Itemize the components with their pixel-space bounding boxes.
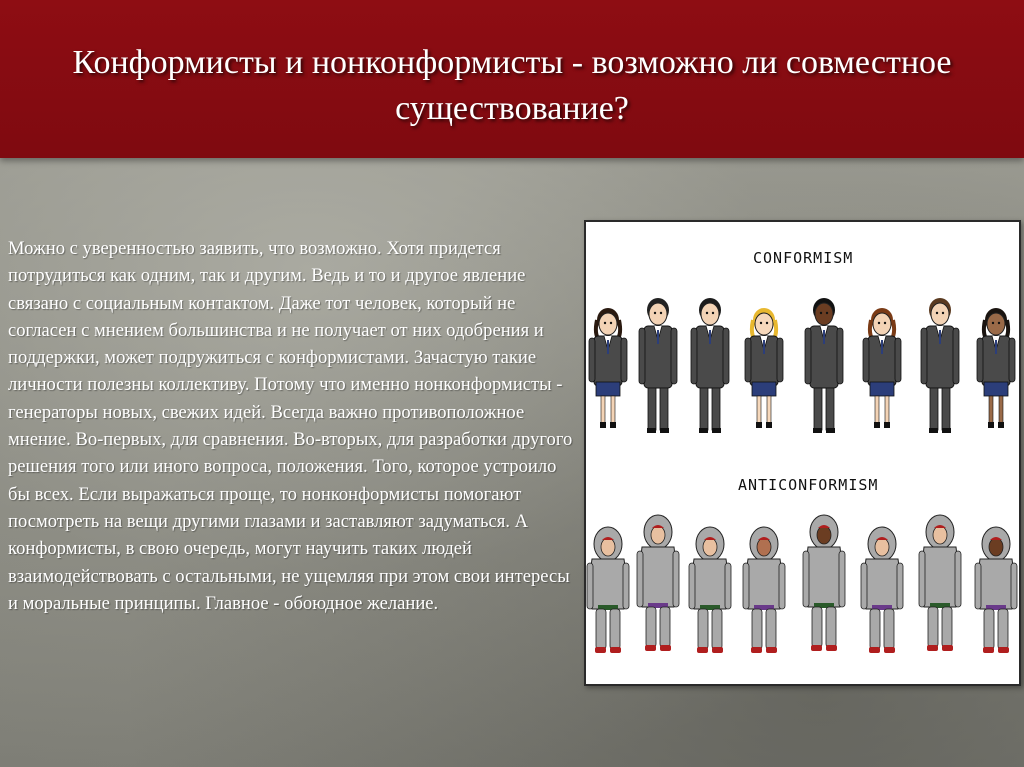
cartoon-illustration [584,220,1021,686]
cartoon-drawing [586,222,1019,684]
slide-body-text: Можно с уверенностью заявить, что возможно. Хотя придется потрудиться как одним, так и другим. Ведь и то и другое явление связано с социальным контактом. Даже тот человек, который не согласен с мнением большинства и не получает от них одобрения и поддержки, может подружиться с конформистами. Зачастую такие личности полезны коллективу. Потому что именно нонконформисты - генераторы новых, свежих идей. Всегда важно противоположное мнение. Во-первых, для сравнения. Во-вторых, для разработки другого решения того или иного вопроса, положения. Того, которое устроило бы всех. Если выражаться проще, то нонконформисты помогают посмотреть на вещи другими глазами и заставляют задуматься. А конформисты, в свою очередь, могут научить таких людей взаимодействовать с остальными, не ущемляя при этом свои интересы и моральные принципы. Главное - обоюдное желание. [8,238,573,614]
title-band [0,0,1024,158]
conformist-figure [805,298,843,433]
conformist-figure [977,308,1015,428]
conformist-figure [921,298,959,433]
anticonformist-figure [975,527,1017,653]
conformist-figure [863,308,901,428]
caption-conformism: CONFORMISM [753,249,854,267]
anticonformist-figure [919,515,961,651]
anticonformist-figures-row [587,515,1017,653]
caption-anticonformism: ANTICONFORMISM [738,476,879,494]
conformist-figure [639,298,677,433]
conformist-figure [589,308,627,428]
slide-title: Конформисты и нонконформисты - возможно ли совместное существование? [72,44,952,127]
conformist-figure [745,308,783,428]
anticonformist-figure [803,515,845,651]
anticonformist-figure [637,515,679,651]
anticonformist-figure [861,527,903,653]
conformist-figures-row [589,298,1015,433]
anticonformist-figure [587,527,629,653]
anticonformist-figure [689,527,731,653]
anticonformist-figure [743,527,785,653]
conformist-figure [691,298,729,433]
